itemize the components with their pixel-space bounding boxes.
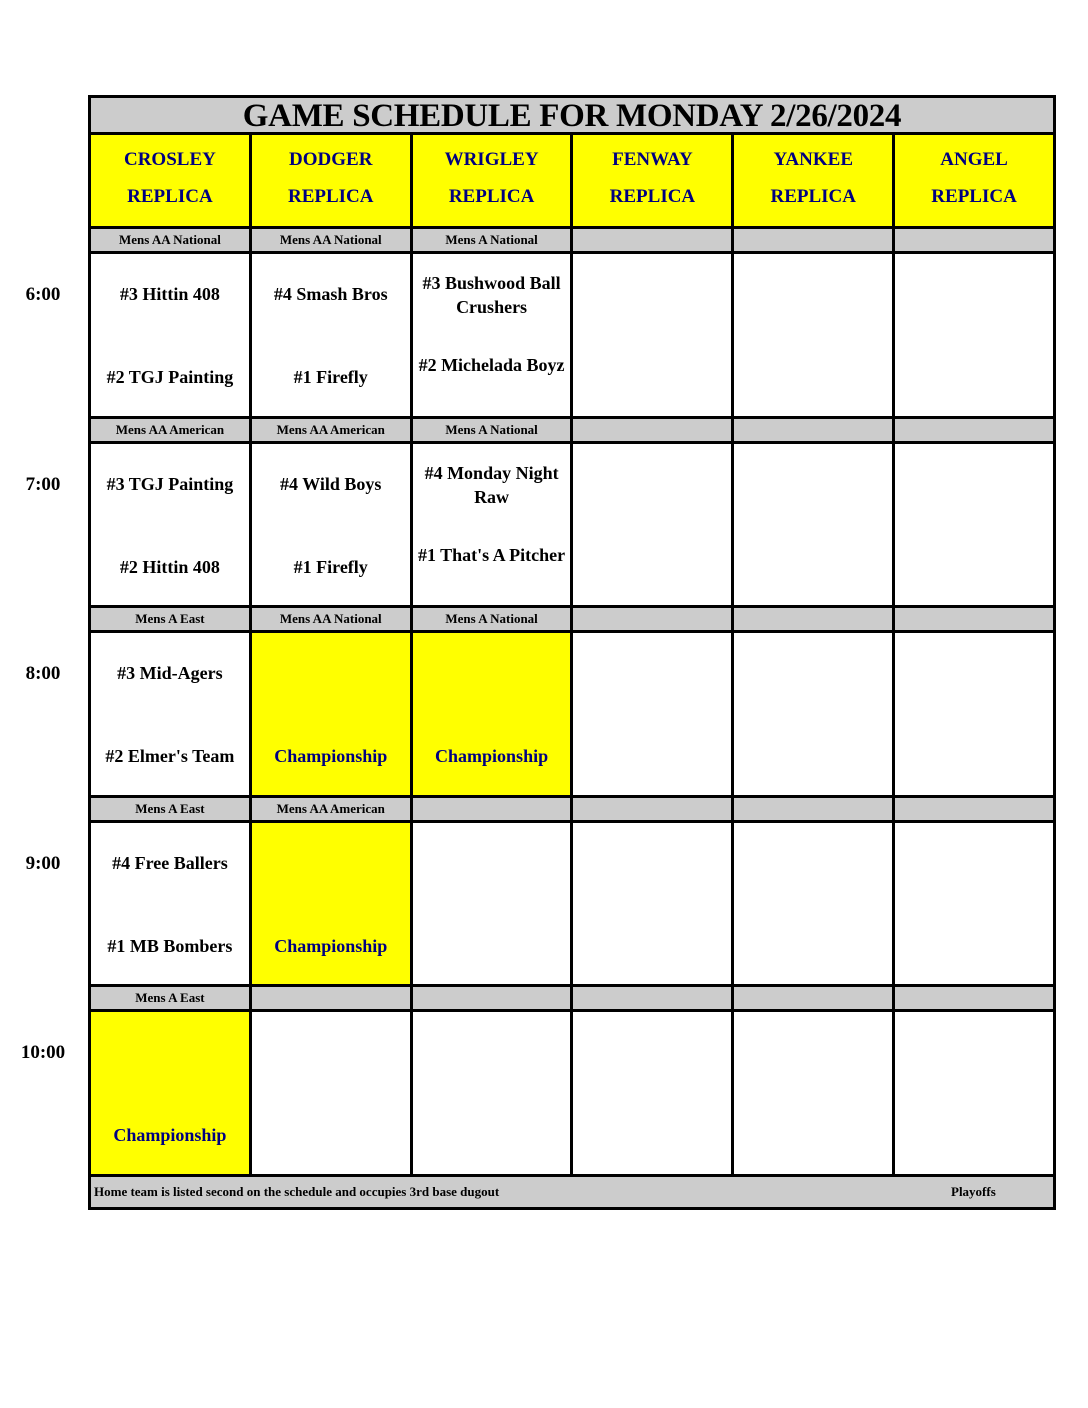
empty-game-cell: [895, 633, 1053, 796]
empty-game-cell: [895, 444, 1053, 607]
time-label: 10:00: [20, 1042, 66, 1063]
division-label: Mens AA National: [91, 229, 252, 251]
game-cell: [252, 254, 413, 417]
empty-game-cell: [734, 1012, 895, 1175]
field-header-row: [91, 135, 1053, 226]
empty-game-cell: [252, 1012, 413, 1175]
division-label: [734, 419, 895, 441]
field-name: DODGER: [289, 149, 373, 170]
division-label: [895, 229, 1053, 251]
field-sub: REPLICA: [127, 186, 213, 207]
game-row: [91, 254, 1053, 417]
division-label: [413, 798, 574, 820]
game-row: [91, 823, 1053, 986]
game-row: [91, 633, 1053, 796]
division-label: [573, 608, 734, 630]
division-label: Mens AA American: [252, 419, 413, 441]
division-label: [734, 987, 895, 1009]
game-cell: [252, 444, 413, 607]
empty-game-cell: [573, 633, 734, 796]
away-team: #3 Hittin 408: [119, 284, 220, 304]
away-team: #3 Bushwood Ball Crushers: [422, 273, 561, 317]
championship-label: Championship: [274, 936, 388, 956]
schedule-footer: [91, 1174, 1053, 1207]
away-team: #4 Smash Bros: [273, 284, 388, 304]
division-label: [734, 608, 895, 630]
game-cell: [91, 633, 252, 796]
game-cell: [413, 254, 574, 417]
away-team: #3 TGJ Painting: [106, 474, 234, 494]
field-name: FENWAY: [612, 149, 693, 170]
division-label: [734, 229, 895, 251]
footer-note: Home team is listed second on the schedule and occupies 3rd base dugout: [94, 1184, 500, 1199]
championship-cell: [413, 633, 574, 796]
division-label: [252, 987, 413, 1009]
division-label: Mens AA National: [252, 608, 413, 630]
division-label: Mens AA National: [252, 229, 413, 251]
empty-game-cell: [734, 633, 895, 796]
empty-game-cell: [734, 823, 895, 986]
home-team: #2 Michelada Boyz: [418, 355, 565, 375]
field-name: YANKEE: [773, 149, 853, 170]
division-label: Mens AA American: [252, 798, 413, 820]
away-team: #4 Wild Boys: [280, 474, 382, 494]
field-sub: REPLICA: [770, 186, 856, 207]
home-team: #1 Firefly: [293, 557, 368, 577]
division-label: [895, 608, 1053, 630]
home-team: #1 Firefly: [293, 367, 368, 387]
empty-game-cell: [413, 823, 574, 986]
field-name: WRIGLEY: [444, 149, 539, 170]
field-yankee: [734, 135, 895, 226]
division-label: [573, 798, 734, 820]
empty-game-cell: [573, 823, 734, 986]
away-team: #3 Mid-Agers: [117, 663, 223, 683]
game-cell: [91, 823, 252, 986]
division-row: [91, 416, 1053, 444]
division-label: [895, 987, 1053, 1009]
away-team: #4 Monday Night Raw: [424, 463, 559, 507]
field-name: ANGEL: [940, 149, 1008, 170]
field-sub: REPLICA: [931, 186, 1017, 207]
home-team: #2 Hittin 408: [119, 557, 220, 577]
division-label: [895, 798, 1053, 820]
home-team: #1 MB Bombers: [107, 936, 233, 956]
home-team: #1 That's A Pitcher: [417, 545, 566, 565]
division-label: [573, 419, 734, 441]
time-label: 7:00: [25, 474, 61, 495]
time-label: 9:00: [25, 853, 61, 874]
empty-game-cell: [895, 1012, 1053, 1175]
empty-game-cell: [413, 1012, 574, 1175]
field-sub: REPLICA: [448, 186, 535, 207]
schedule-title: GAME SCHEDULE FOR MONDAY 2/26/2024: [91, 98, 1053, 135]
empty-game-cell: [895, 254, 1053, 417]
division-label: [734, 798, 895, 820]
division-label: [413, 987, 574, 1009]
field-angel: [895, 135, 1053, 226]
division-row: [91, 984, 1053, 1012]
championship-cell: [252, 633, 413, 796]
division-label: Mens A East: [91, 608, 252, 630]
field-sub: REPLICA: [287, 186, 374, 207]
division-row: [91, 605, 1053, 633]
division-label: [573, 987, 734, 1009]
empty-game-cell: [734, 254, 895, 417]
empty-game-cell: [573, 444, 734, 607]
game-row: [91, 1012, 1053, 1175]
division-label: [895, 419, 1053, 441]
division-row: [91, 795, 1053, 823]
field-name: CROSLEY: [123, 149, 216, 170]
field-dodger: [252, 135, 413, 226]
footer-playoffs-label: Playoffs: [951, 1184, 996, 1199]
division-label: Mens A East: [91, 987, 252, 1009]
division-label: Mens AA American: [91, 419, 252, 441]
field-sub: REPLICA: [609, 186, 696, 207]
empty-game-cell: [573, 254, 734, 417]
time-label: 8:00: [25, 663, 61, 684]
championship-label: Championship: [113, 1125, 227, 1145]
home-team: #2 Elmer's Team: [105, 746, 235, 766]
division-label: Mens A National: [413, 419, 574, 441]
field-crosley: [91, 135, 252, 226]
field-wrigley: [413, 135, 574, 226]
home-team: #2 TGJ Painting: [106, 367, 234, 387]
division-label: Mens A National: [413, 608, 574, 630]
time-label: 6:00: [25, 284, 61, 305]
empty-game-cell: [895, 823, 1053, 986]
division-label: [573, 229, 734, 251]
game-cell: [91, 254, 252, 417]
schedule-sheet: [88, 95, 1056, 1210]
field-fenway: [573, 135, 734, 226]
division-label: Mens A East: [91, 798, 252, 820]
away-team: #4 Free Ballers: [112, 853, 228, 873]
game-row: [91, 444, 1053, 607]
division-label: Mens A National: [413, 229, 574, 251]
empty-game-cell: [573, 1012, 734, 1175]
game-cell: [413, 444, 574, 607]
game-cell: [91, 444, 252, 607]
empty-game-cell: [734, 444, 895, 607]
championship-label: Championship: [274, 746, 388, 766]
championship-cell: [91, 1012, 252, 1175]
championship-label: Championship: [435, 746, 549, 766]
division-row: [91, 226, 1053, 254]
championship-cell: [252, 823, 413, 986]
